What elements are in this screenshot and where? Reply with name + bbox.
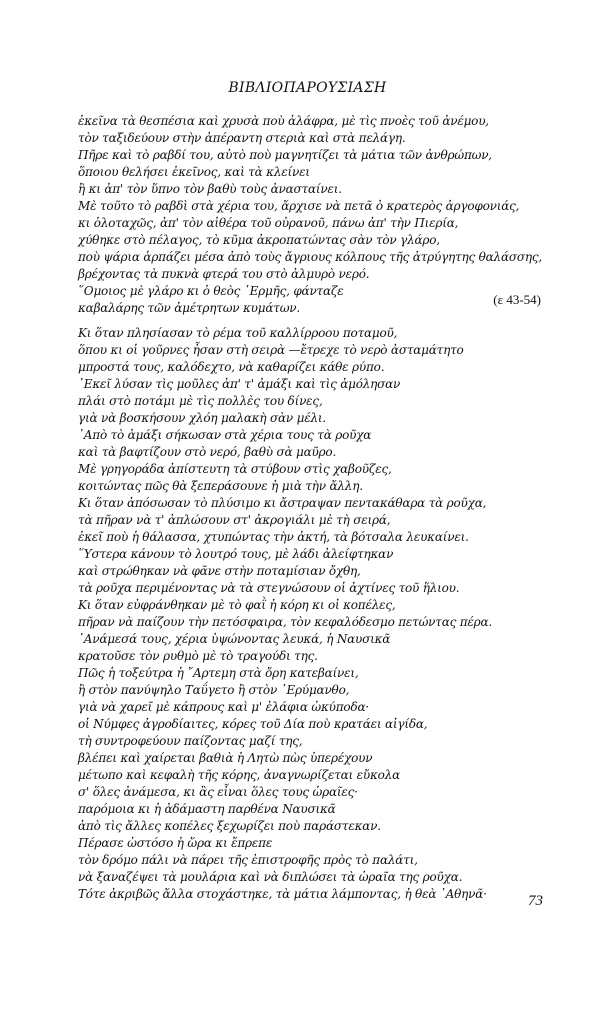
poem-line: Μὲ τοῦτο τὸ ραβδὶ στὰ χέρια του, ἄρχισε νὰ πετᾶ ὁ κρατερὸς ἀργοφονιάς, [78,199,520,213]
poem-line: πλάι στὸ ποτάμι μὲ τὶς πολλὲς του δίνες, [78,394,323,408]
poem-line: Πῆρε καὶ τὸ ραβδί του, αὐτὸ ποὺ μαγνητίζει τὰ μάτια τῶν ἀνθρώπων, [78,148,492,162]
verse-reference: (ε 43-54) [493,292,541,307]
poem-line: ἢ κι ἀπ' τὸν ὕπνο τὸν βαθὺ τοὺς ἀνασταίνει. [78,182,342,196]
section-title: ΒΙΒΛΙΟΠΑΡΟΥΣΙΑΣΗ [228,80,387,96]
poem-line: ἐκεῖνα τὰ θεσπέσια καὶ χρυσὰ ποὺ ἀλάφρα, μὲ τὶς πνοὲς τοῦ ἀνέμου, [78,114,489,128]
poem-line: γιὰ νὰ χαρεῖ μὲ κάπρους καὶ μ' ἐλάφια ὠκύποδα· [78,700,369,714]
poem-line: ῞Υστερα κάνουν τὸ λουτρό τους, μὲ λάδι ἀλείφτηκαν [78,547,394,561]
poem-stanza-1 [78,113,558,317]
poem-line: ἢ στὸν πανύψηλο Ταΰγετο ἢ στὸν ᾿Ερύμανθο, [78,683,350,697]
poem-line: καὶ τὰ βαφτίζουν στὸ νερό, βαθὺ σὰ μαῦρο. [78,445,337,459]
poem-line: καὶ στρώθηκαν νὰ φᾶνε στὴν ποταμίσιαν ὄχθη, [78,564,361,578]
poem-line: Κι ὅταν εὐφράνθηκαν μὲ τὸ φαῒ ἡ κόρη κι οἱ κοπέλες, [78,598,396,612]
poem-line: Πέρασε ὡστόσο ἡ ὥρα κι ἔπρεπε [78,836,273,850]
poem-line: κι ὁλοταχῶς, ἀπ' τὸν αἰθέρα τοῦ οὐρανοῦ, πάνω ἀπ' τὴν Πιερία, [78,216,459,230]
poem-line: κρατοῦσε τὸν ρυθμὸ μὲ τὸ τραγούδι της. [78,649,318,663]
poem-line: παρόμοια κι ἡ ἀδάμαστη παρθένα Ναυσικᾶ [78,802,336,816]
poem-line: ᾿Ανάμεσά τους, χέρια ὑψώνοντας λευκά, ἡ Ναυσικᾶ [78,632,391,646]
page-number: 73 [528,893,543,909]
poem-line: ὅπου κι οἱ γοῦρνες ἦσαν στὴ σειρὰ —ἔτρεχε τὸ νερὸ ἀσταμάτητο [78,343,464,357]
poem-line: καβαλάρης τῶν ἀμέτρητων κυμάτων. [78,301,300,315]
poem-line: ἀπὸ τὶς ἄλλες κοπέλες ξεχωρίζει ποὺ παράστεκαν. [78,819,381,833]
poem-line: χύθηκε στὸ πέλαγος, τὸ κῦμα ἀκροπατώντας σὰν τὸν γλάρο, [78,233,440,247]
poem-line: πῆραν νὰ παίζουν τὴν πετόσφαιρα, τὸν κεφαλόδεσμο πετώντας πέρα. [78,615,493,629]
poem-line: οἱ Νύμφες ἀγροδίαιτες, κόρες τοῦ Δία ποὺ κρατάει αἰγίδα, [78,717,428,731]
poem-stanza-2 [78,325,558,903]
poem-line: τὸν ταξιδεύουν στὴν ἀπέραντη στεριὰ καὶ στὰ πελάγη. [78,131,406,145]
poem-line: βλέπει καὶ χαίρεται βαθιὰ ἡ Λητὼ πὼς ὑπερέχουν [78,751,373,765]
poem-line: σ' ὅλες ἀνάμεσα, κι ἂς εἶναι ὅλες τους ὡραῖες· [78,785,358,799]
poem-line: νὰ ξαναζέψει τὰ μουλάρια καὶ νὰ διπλώσει τὰ ὡραῖα της ροῦχα. [78,870,463,884]
poem-line: γιὰ νὰ βοσκήσουν χλόη μαλακὴ σὰν μέλι. [78,411,326,425]
poem-line: ῞Ομοιος μὲ γλάρο κι ὁ θεὸς ῾Ερμῆς, φάνταζε [78,284,344,298]
poem-line: βρέχοντας τὰ πυκνὰ φτερά του στὸ ἁλμυρὸ νερό. [78,267,370,281]
poem-line: τὰ ροῦχα περιμένοντας νὰ τὰ στεγνώσουν οἱ ἀχτίνες τοῦ ἥλιου. [78,581,460,595]
poem-line: Κι ὅταν πλησίασαν τὸ ρέμα τοῦ καλλίρροου ποταμοῦ, [78,326,398,340]
poem-line: Πῶς ἡ τοξεύτρα ἡ ῎Αρτεμη στὰ ὄρη κατεβαίνει, [78,666,359,680]
poem-line: τὸν δρόμο πάλι νὰ πάρει τῆς ἐπιστροφῆς πρὸς τὸ παλάτι, [78,853,418,867]
poem-line: Τότε ἀκριβῶς ἄλλα στοχάστηκε, τὰ μάτια λάμποντας, ἡ θεὰ ᾿Αθηνᾶ· [78,887,487,901]
poem-line: ποὺ ψάρια ἁρπάζει μέσα ἀπὸ τοὺς ἄγριους κόλπους τῆς ἀτρύγητης θαλάσσης, [78,250,542,264]
poem-line: μπροστά τους, καλόδεχτο, νὰ καθαρίζει κάθε ρύπο. [78,360,385,374]
poem-line: ᾿Εκεῖ λύσαν τὶς μοῦλες ἀπ' τ' ἀμάξι καὶ τὶς ἀμόλησαν [78,377,401,391]
poem-line: Μὲ γρηγοράδα ἀπίστευτη τὰ στύβουν στὶς χαβοῦζες, [78,462,392,476]
poem-line: ᾿Απὸ τὸ ἁμάξι σήκωσαν στὰ χέρια τους τὰ ροῦχα [78,428,372,442]
poem-line: τὴ συντροφεύουν παίζοντας μαζί της, [78,734,303,748]
poem-line: ὅποιου θελήσει ἐκεῖνος, καὶ τὰ κλείνει [78,165,310,179]
poem-line: ἐκεῖ ποὺ ἡ θάλασσα, χτυπώντας τὴν ἀκτή, τὰ βότσαλα λευκαίνει. [78,530,469,544]
poem-line: μέτωπο καὶ κεφαλὴ τῆς κόρης, ἀναγνωρίζεται εὔκολα [78,768,401,782]
poem-line: Κι ὅταν ἀπόσωσαν τὸ πλύσιμο κι ἄστραψαν πεντακάθαρα τὰ ροῦχα, [78,496,487,510]
poem-line: τὰ πῆραν νὰ τ' ἁπλώσουν στ' ἀκρογιάλι μὲ τὴ σειρά, [78,513,391,527]
poem-line: κοιτώντας πῶς θὰ ξεπεράσουνε ἡ μιὰ τὴν ἄλλη. [78,479,363,493]
